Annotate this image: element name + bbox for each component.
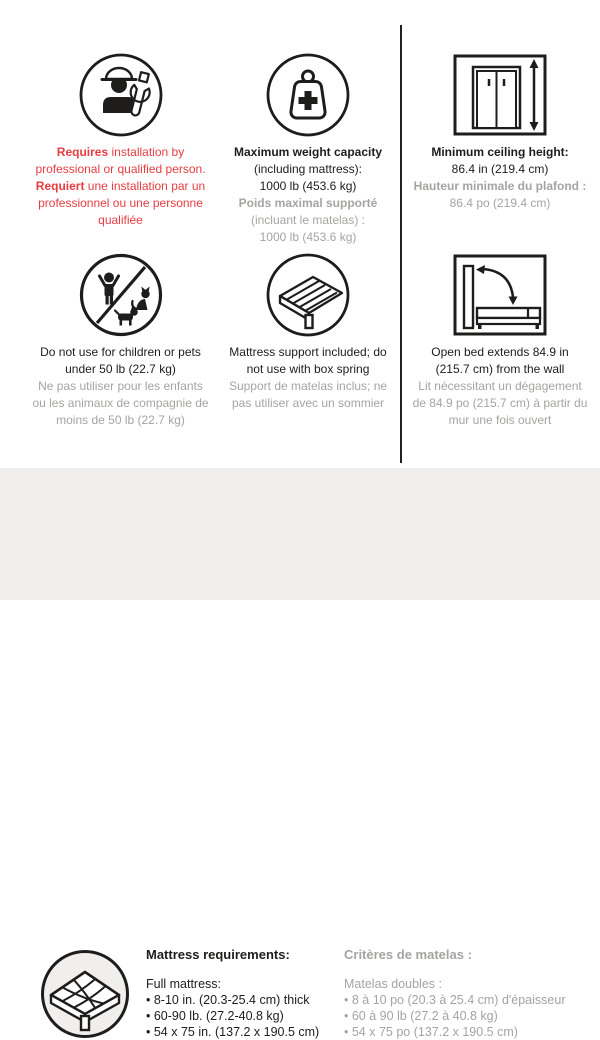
- text-line: under 50 lb (22.7 kg): [65, 362, 176, 376]
- ceiling-height-icon: [404, 50, 596, 140]
- text-line: de 84.9 po (215.7 cm) à partir du: [412, 396, 588, 410]
- text-line: Lit nécessitant un dégagement: [418, 379, 582, 393]
- text-line: Hauteur minimale du plafond :: [413, 179, 587, 193]
- text-line: Poids maximal supporté: [238, 196, 378, 210]
- text-line: qualifiée: [98, 213, 143, 227]
- text-line: ou les animaux de compagnie de: [32, 396, 209, 410]
- panel-subheading: Matelas doubles :: [344, 977, 442, 991]
- text-line: moins de 50 lb (22.7 kg): [56, 413, 185, 427]
- text-line: Ne pas utiliser pour les enfants: [38, 379, 203, 393]
- panel-item: • 8-10 in. (20.3-25.4 cm) thick: [146, 993, 310, 1007]
- panel-item: • 54 x 75 po (137.2 x 190.5 cm): [344, 1025, 518, 1039]
- text-line: mur une fois ouvert: [448, 413, 552, 427]
- installer-icon: [18, 50, 223, 140]
- mattress-requirements-en: [146, 947, 319, 1040]
- mattress-support-icon: [216, 250, 400, 340]
- text-line: Minimum ceiling height:: [431, 145, 569, 159]
- installation-notice-cell: [18, 50, 223, 229]
- no-children-pets-icon: [18, 250, 223, 340]
- text-line: Maximum weight capacity: [233, 145, 383, 159]
- text-line: 86.4 po (219.4 cm): [449, 196, 551, 210]
- text-line: 1000 lb (453.6 kg): [259, 230, 357, 244]
- mattress-requirements-panel: [0, 468, 600, 1039]
- vertical-divider: [400, 25, 402, 463]
- text-line: professionnel ou une personne: [38, 196, 203, 210]
- mattress-icon: [39, 948, 131, 1040]
- ceiling-height-text: [404, 144, 596, 212]
- text-line: not use with box spring: [246, 362, 370, 376]
- panel-item: • 60-90 lb. (27.2-40.8 kg): [146, 1009, 284, 1023]
- panel-heading: Critères de matelas :: [344, 947, 472, 962]
- max-weight-cell: [216, 50, 400, 246]
- weight-capacity-icon: [216, 50, 400, 140]
- ceiling-height-cell: [404, 50, 596, 212]
- installation-text: [18, 144, 223, 229]
- text-line: Do not use for children or pets: [40, 345, 201, 359]
- mattress-requirements-fr: [344, 947, 565, 1040]
- open-bed-text: [404, 344, 596, 429]
- panel-subheading: Full mattress:: [146, 977, 222, 991]
- no-children-pets-cell: [18, 250, 223, 429]
- open-bed-cell: [404, 250, 596, 429]
- text-line: (including mattress):: [253, 162, 363, 176]
- mattress-support-cell: [216, 250, 400, 412]
- text-line: 86.4 in (219.4 cm): [451, 162, 549, 176]
- text-line: Requiert une installation par un: [35, 179, 206, 193]
- text-line: Requires installation by: [56, 145, 185, 159]
- text-line: professional or qualified person.: [35, 162, 206, 176]
- no-children-pets-text: [18, 344, 223, 429]
- panel-item: • 8 à 10 po (20.3 à 25.4 cm) d'épaisseur: [344, 993, 566, 1007]
- panel-heading: Mattress requirements:: [146, 947, 290, 962]
- max-weight-text: [216, 144, 400, 246]
- text-line: Mattress support included; do: [229, 345, 387, 359]
- panel-item: • 60 à 90 lb (27.2 à 40.8 kg): [344, 1009, 498, 1023]
- text-line: pas utiliser avec un sommier: [231, 396, 385, 410]
- text-line: Open bed extends 84.9 in: [431, 345, 569, 359]
- mattress-support-text: [216, 344, 400, 412]
- text-line: (215.7 cm) from the wall: [435, 362, 565, 376]
- panel-item: • 54 x 75 in. (137.2 x 190.5 cm): [146, 1025, 320, 1039]
- text-line: (incluant le matelas) :: [250, 213, 366, 227]
- open-bed-icon: [404, 250, 596, 340]
- text-line: Support de matelas inclus; ne: [228, 379, 388, 393]
- text-line: 1000 lb (453.6 kg): [259, 179, 357, 193]
